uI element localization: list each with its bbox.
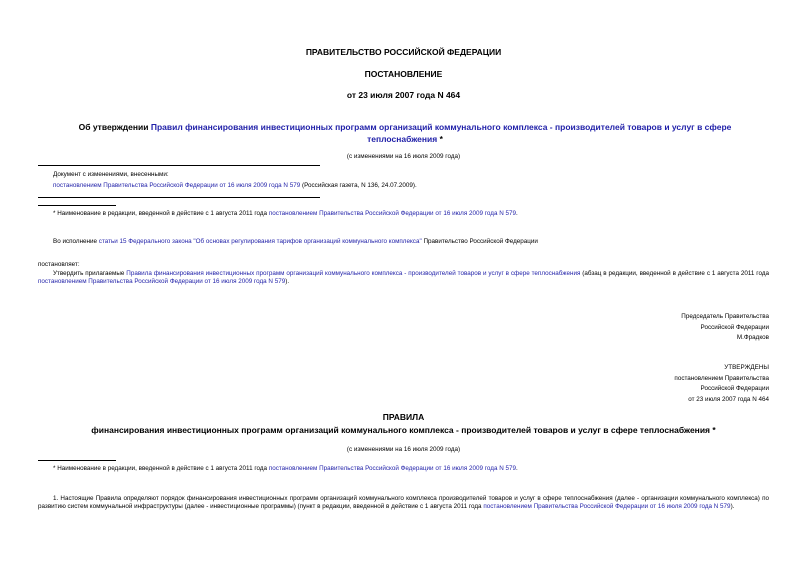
government-name: ПРАВИТЕЛЬСТВО РОССИЙСКОЙ ФЕДЕРАЦИИ <box>305 47 502 57</box>
divider <box>38 165 320 166</box>
footnote-divider <box>38 460 116 461</box>
footnote-2-text: * Наименование в редакции, введенной в действие с 1 августа 2011 года <box>53 465 269 472</box>
signature-country: Российской Федерации <box>700 323 769 331</box>
title-prefix: Об утверждении <box>78 122 151 132</box>
approve-rules-link[interactable]: Правила финансирования инвестиционных программ организаций коммунального комплекса - производителей товаров и услуг в сфере теплоснабжения <box>126 270 581 277</box>
footnote-1-end: . <box>516 210 518 217</box>
footnote-divider <box>38 205 116 206</box>
clause-1 <box>38 495 769 512</box>
approve-decree-link[interactable]: постановлением Правительства Российской Федерации от 16 июля 2009 года N 579 <box>38 278 286 286</box>
title-link[interactable]: Правил финансирования инвестиционных программ организаций коммунального комплекса - производителей товаров и услуг в сфере теплоснабжения <box>150 122 732 144</box>
approved-country: Российской Федерации <box>700 385 769 392</box>
rules-amendments: (с изменениями на 16 июля 2009 года) <box>346 446 461 453</box>
signature-name: М.Фрадков <box>736 334 769 341</box>
approved-block <box>674 363 769 405</box>
footnote-1 <box>53 210 518 218</box>
approve-mid: (абзац в редакции, введенной в действие с 1 августа 2011 года <box>580 270 769 277</box>
doc-info-tail: (Российская газета, N 136, 24.07.2009). <box>300 182 417 189</box>
signature-title: Председатель Правительства <box>681 313 769 320</box>
clause-1-link[interactable]: постановлением Правительства Российской Федерации от 16 июля 2009 года N 579 <box>483 503 731 511</box>
approved-by: постановлением Правительства <box>674 374 769 382</box>
doc-info-amendment <box>53 182 417 190</box>
signature-block <box>681 312 769 344</box>
footnote-1-link[interactable]: постановлением Правительства Российской Федерации от 16 июля 2009 года N 579 <box>268 210 517 217</box>
title-suffix: * <box>437 134 443 144</box>
document-type: ПОСТАНОВЛЕНИЕ <box>364 69 443 79</box>
footnote-2-end: . <box>516 465 518 472</box>
document-date: от 23 июля 2007 года N 464 <box>346 90 461 100</box>
preamble-link[interactable]: статьи 15 Федерального закона "Об основах регулирования тарифов организаций коммунального комплекса" <box>98 238 422 245</box>
preamble-prefix: Во исполнение <box>53 238 99 245</box>
decree-word: постановляет: <box>38 261 80 268</box>
doc-info-link[interactable]: постановлением Правительства Российской Федерации от 16 июля 2009 года N 579 <box>53 182 301 189</box>
divider <box>38 197 320 198</box>
approved-label: УТВЕРЖДЕНЫ <box>724 364 769 371</box>
footnote-2-link[interactable]: постановлением Правительства Российской Федерации от 16 июля 2009 года N 579 <box>268 465 517 472</box>
preamble <box>53 238 538 246</box>
rules-heading: ПРАВИЛА <box>382 412 425 422</box>
approve-end: ). <box>285 278 290 286</box>
footnote-1-text: * Наименование в редакции, введенной в действие с 1 августа 2011 года <box>53 210 269 217</box>
preamble-suffix: Правительство Российской Федерации <box>421 238 538 245</box>
approved-date: от 23 июля 2007 года N 464 <box>688 395 769 403</box>
clause-1-text: 1. Настоящие Правила определяют порядок финансирования инвестиционных программ организаций коммунального комплекса производителей товаров и услуг в сфере теплоснабжения (далее - организации коммунального комплекса) по развитию систем коммунальной инфраструктуры (далее - инвестиционные программы) (пункт в редакции, введенной в действие с 1 августа 2011 года <box>38 495 769 511</box>
amendments-note: (с изменениями на 16 июля 2009 года) <box>346 153 461 160</box>
approve-prefix: Утвердить прилагаемые <box>53 270 127 277</box>
clause-1-end: ). <box>730 503 735 511</box>
document-title <box>60 121 750 145</box>
rules-subheading: финансирования инвестиционных программ организаций коммунального комплекса - производителей товаров и услуг в сфере теплоснабжения * <box>91 425 716 435</box>
approve-paragraph <box>38 270 769 287</box>
doc-info-label: Документ с изменениями, внесенными: <box>53 171 169 178</box>
footnote-2 <box>53 465 518 473</box>
